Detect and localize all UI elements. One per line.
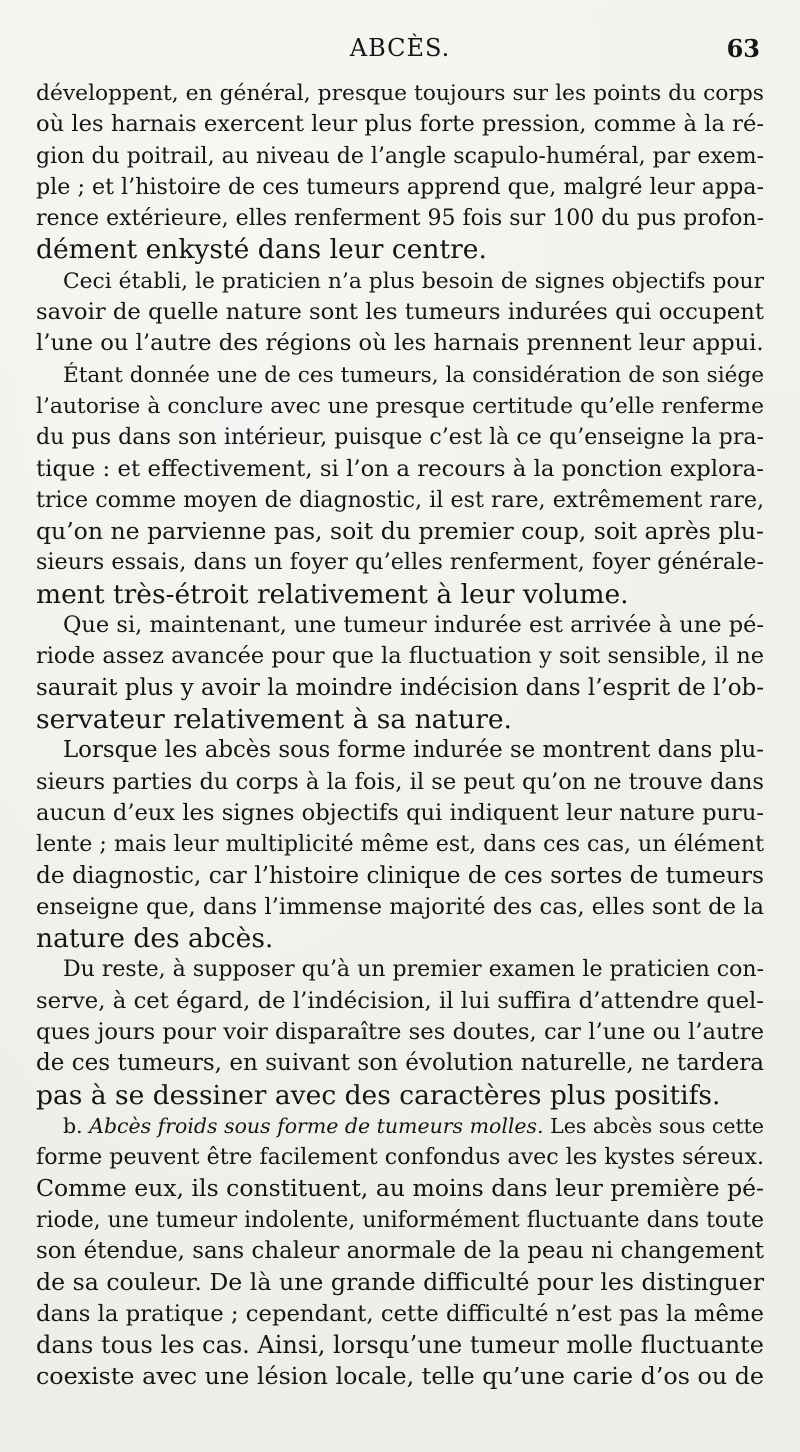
- text-line: dans tous les cas. Ainsi, lorsqu’une tumeur molle fluctuante: [36, 1330, 764, 1359]
- text-line: Du reste, à supposer qu’à un premier examen le praticien con-: [63, 957, 764, 983]
- text-line: l’autorise à conclure avec une presque certitude qu’elle renferme: [36, 393, 764, 419]
- text-line: gion du poitrail, au niveau de l’angle scapulo-huméral, par exem-: [36, 143, 764, 169]
- paragraph: [36, 360, 764, 610]
- text-line: trice comme moyen de diagnostic, il est rare, extrêmement rare,: [36, 486, 764, 513]
- text-line: serve, à cet égard, de l’indécision, il lui suffira d’attendre quel-: [36, 987, 764, 1014]
- text-line: Lorsque les abcès sous forme indurée se montrent dans plu-: [63, 737, 764, 764]
- text-line: Ceci établi, le praticien n’a plus besoin de signes objectifs pour: [63, 268, 764, 294]
- text-line: saurait plus y avoir la moindre indécision dans l’esprit de l’ob-: [36, 674, 764, 701]
- section-letter: b.: [63, 1113, 90, 1138]
- text-line: dans la pratique ; cependant, cette difficulté n’est pas la même: [36, 1300, 764, 1327]
- text-line: de ces tumeurs, en suivant son évolution naturelle, ne tardera: [36, 1050, 764, 1077]
- text-line: coexiste avec une lésion locale, telle qu’une carie d’os ou de: [36, 1362, 764, 1391]
- section-heading-rest: Les abcès sous cette: [543, 1113, 765, 1138]
- text-line: qu’on ne parvienne pas, soit du premier coup, soit après plu-: [36, 517, 764, 546]
- text-line: forme peuvent être facilement confondus avec les kystes séreux.: [36, 1144, 764, 1171]
- paragraph: [36, 610, 764, 735]
- page-number: 63: [726, 34, 760, 63]
- text-line: dément enkysté dans leur centre.: [36, 234, 487, 266]
- text-line: sieurs essais, dans un foyer qu’elles renferment, foyer générale-: [36, 549, 764, 576]
- text-line: aucun d’eux les signes objectifs qui indiquent leur nature puru-: [36, 799, 764, 826]
- text-line: Comme eux, ils constituent, au moins dans leur première pé-: [36, 1174, 764, 1203]
- section-paragraph: [36, 1111, 764, 1393]
- running-title: ABCÈS.: [349, 34, 451, 62]
- paragraph: [36, 954, 764, 1110]
- text-line: servateur relativement à sa nature.: [36, 703, 512, 735]
- text-line: Que si, maintenant, une tumeur indurée est arrivée à une pé-: [63, 612, 764, 639]
- text-line: pas à se dessiner avec des caractères plus positifs.: [36, 1079, 721, 1111]
- text-line: savoir de quelle nature sont les tumeurs indurées qui occupent: [36, 299, 764, 326]
- page-header: [36, 30, 764, 70]
- text-line: Étant donnée une de ces tumeurs, la considération de son siége: [63, 362, 764, 388]
- text-line: enseigne que, dans l’immense majorité des cas, elles sont de la: [36, 893, 764, 920]
- text-line: l’une ou l’autre des régions où les harnais prennent leur appui.: [36, 330, 764, 357]
- text-line: rence extérieure, elles renferment 95 fois sur 100 du pus profon-: [36, 206, 764, 232]
- text-line: ques jours pour voir disparaître ses doutes, car l’une ou l’autre: [36, 1018, 764, 1045]
- text-line: riode, une tumeur indolente, uniformément fluctuante dans toute: [36, 1207, 764, 1233]
- section-title: Abcès froids sous forme de tumeurs molles.: [89, 1113, 544, 1138]
- paragraph-continuation: [36, 78, 764, 266]
- paragraph: [36, 266, 764, 360]
- text-line: lente ; mais leur multiplicité même est, dans ces cas, un élément: [36, 831, 764, 858]
- text-line: du pus dans son intérieur, puisque c’est là ce qu’enseigne la pra-: [36, 425, 764, 451]
- section-heading-line: [36, 1111, 764, 1142]
- text-line: ment très-étroit relativement à leur volume.: [36, 578, 629, 610]
- paragraph: [36, 735, 764, 954]
- text-line: riode assez avancée pour que la fluctuation y soit sensible, il ne: [36, 643, 764, 670]
- text-line: où les harnais exercent leur plus forte pression, comme à la ré-: [36, 111, 764, 138]
- text-line: son étendue, sans chaleur anormale de la peau ni changement: [36, 1237, 764, 1264]
- text-line: de diagnostic, car l’histoire clinique de ces sortes de tumeurs: [36, 862, 764, 890]
- page-body: [36, 78, 764, 1392]
- text-line: sieurs parties du corps à la fois, il se peut qu’on ne trouve dans: [36, 768, 764, 795]
- text-line: ple ; et l’histoire de ces tumeurs apprend que, malgré leur appa-: [36, 173, 764, 200]
- text-line: de sa couleur. De là une grande difficulté pour les distinguer: [36, 1268, 764, 1297]
- text-line: développent, en général, presque toujours sur les points du corps: [36, 81, 764, 106]
- text-line: nature des abcès.: [36, 923, 274, 955]
- text-line: tique : et effectivement, si l’on a recours à la ponction explora-: [36, 455, 764, 482]
